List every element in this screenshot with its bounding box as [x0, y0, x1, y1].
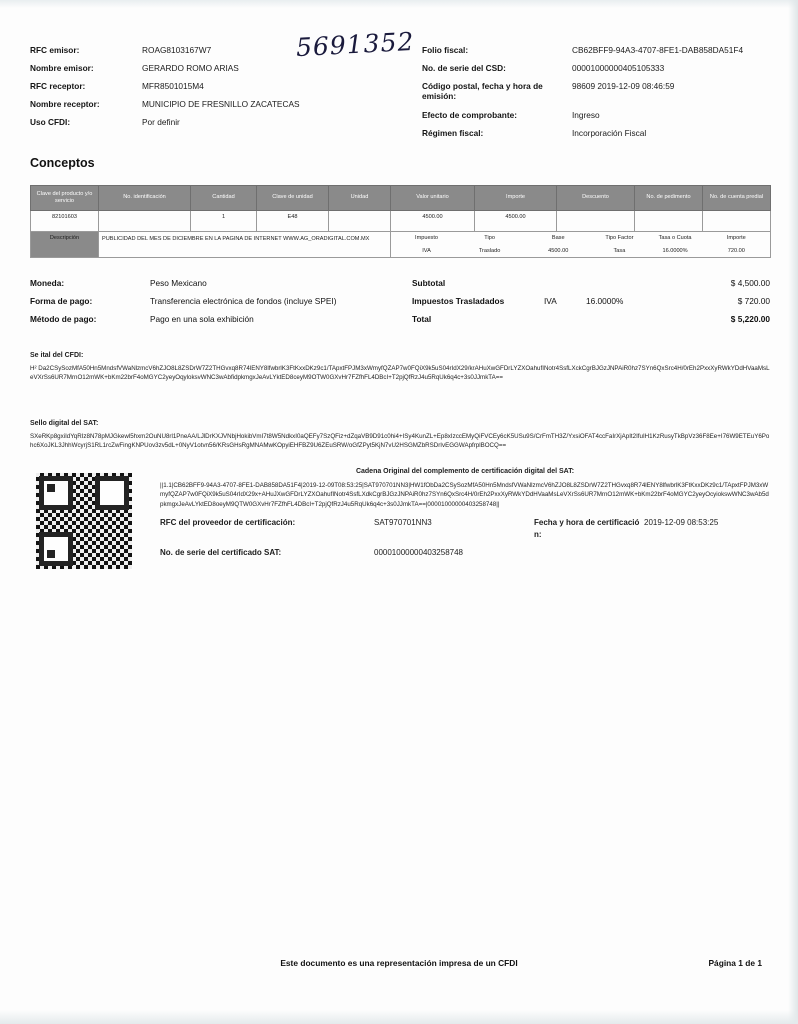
qr-code-icon: [36, 473, 132, 569]
col-unidad: Unidad: [329, 186, 391, 211]
col-no-cuenta-predial: No. de cuenta predial: [703, 186, 771, 211]
totals-row: [412, 296, 770, 306]
metodo-pago-value: Pago en una sola exhibición: [150, 314, 254, 324]
certification-row: [160, 547, 770, 559]
moneda-label: Moneda:: [30, 278, 65, 288]
col-no-identificacion: No. identificación: [99, 186, 191, 211]
forma-pago-value: Transferencia electrónica de fondos (incluye SPEI): [150, 296, 337, 306]
moneda-value: Peso Mexicano: [150, 278, 207, 288]
serie-certificado-sat-value: 00001000000403258748: [374, 548, 463, 558]
sello-sat-block: [30, 419, 770, 450]
cadena-original-block: [160, 467, 770, 566]
cell-no-identificacion: [99, 210, 191, 231]
nombre-receptor-value: MUNICIPIO DE FRESNILLO ZACATECAS: [142, 99, 300, 110]
uso-cfdi-value: Por definir: [142, 117, 180, 128]
impuestos-trasladados-label: Impuestos Trasladados: [412, 296, 505, 306]
impuestos-trasladados-tax: IVA: [544, 296, 557, 306]
col-clave-unidad: Clave de unidad: [257, 186, 329, 211]
scan-artifact-bottom: [0, 1010, 798, 1024]
impuestos-trasladados-amount: $ 720.00: [737, 296, 770, 306]
header-row: [422, 82, 770, 102]
cell-clave-producto: 82101603: [31, 210, 99, 231]
imp-col-importe: Importe: [726, 234, 746, 241]
issuer-receiver-block: [30, 46, 390, 136]
cadena-original-title: Cadena Original del complemento de certificación digital del SAT:: [355, 468, 575, 475]
total-label: Total: [412, 314, 432, 324]
descripcion-label: Descripción: [31, 231, 99, 257]
header-row: [30, 46, 390, 56]
serie-csd-label: No. de serie del CSD:: [422, 63, 506, 74]
footer-note: Este documento es una representación impresa de un CFDI: [280, 958, 518, 968]
codigo-postal-fecha-value: 98609 2019-12-09 08:46:59: [572, 81, 675, 92]
cell-no-cuenta-predial: [703, 210, 771, 231]
impuestos-table: [395, 234, 766, 255]
conceptos-header-row: [31, 186, 771, 211]
nombre-emisor-value: GERARDO ROMO ARIAS: [142, 63, 239, 74]
header-row: [30, 82, 390, 92]
qr-inner-top-left: [47, 484, 55, 492]
footer-page-number: Página 1 de 1: [708, 958, 762, 968]
cadena-original-text: ||1.1|CB62BFF9-94A3-4707-8FE1-DAB858DA51F4|2019-12-09T08:53:25|SAT970701NN3|HW1fObDa2CSySozMfA50Hn5MndsfVWaNlzmcV6hZJO8L8ZSDrW7Z2THGvxq8R74lENY8lfwbrlK3FtKxxDKz9c1/TApxtFPJM3xWmyfQZAP7w0FQiX9k5uS04rIdX29x+AHuJXwGFDrLYZXOahufINotr4SsfLXdkCgrBJGzJNPAiR0hz7SYn6QxSrc4H/0rEh2PxxXyRWkYDdHVaaMsLeVXrSs6UR7MrnO12mWK+bKm22brF4oMGYC2yeyOcyiokswWNC3wAb5dpkmgxJeAvLYktED8oeyM9QTW0GXvHr7FZfhFL4DBcI+T2pjQfRzJ4u5RqUk6q4c+3s0JJmkTA==|00001000000403258748||: [160, 481, 769, 509]
col-cantidad: Cantidad: [191, 186, 257, 211]
imp-val-tasa-cuota: 16.0000%: [662, 247, 688, 254]
scan-artifact-top: [0, 0, 798, 8]
fiscal-block: [422, 46, 770, 147]
header-row: [30, 64, 390, 74]
folio-fiscal-value: CB62BFF9-94A3-4707-8FE1-DAB858DA51F4: [572, 45, 744, 55]
imp-val-tipo-factor: Tasa: [613, 247, 626, 254]
impuestos-cell: [391, 231, 771, 257]
sello-cfdi-title: Se ital del CFDI:: [30, 352, 84, 359]
codigo-postal-fecha-label: Código postal, fecha y hora de emisión:: [422, 81, 543, 101]
conceptos-heading: Conceptos: [30, 156, 95, 170]
payment-row: [30, 296, 410, 306]
impuestos-data-row: [395, 247, 766, 255]
imp-col-tipo-factor: Tipo Factor: [605, 234, 634, 241]
header-row: [422, 129, 770, 139]
totals-row: [412, 314, 770, 324]
rfc-receptor-label: RFC receptor:: [30, 81, 86, 92]
col-descuento: Descuento: [557, 186, 635, 211]
qr-inner-top-right: [113, 484, 121, 492]
payment-info: [30, 278, 410, 332]
header-row: [422, 111, 770, 121]
subtotal-amount: $ 4,500.00: [730, 278, 770, 288]
imp-val-importe: 720.00: [727, 247, 745, 254]
sello-sat-text: SXeRKp8gxiIdYqRIz8N78pMJGkewl5hxm2OuNU8rl1PneAA/LJlDrKXJVNbjHokibVmI7t8W5NdkxI0aQEFy7SzQFiz+dZqaVB9D91c0hi4+ISy4KunZL+Ep8xIzccEMyQiFVCEy6cK5USu9S/CrFmTH3Z/YxsiOFAT4ccFaIrXjApIt2IfuIH1KzRusyTkBpVz36F8Ee+I76W9ETEuY6Pohc6XoJKL3JhhWcyrjS1RL1rcZwFingKNPUov3zv5dL+0NyV1otvn56/KRsGHsRgMNAMwKOpyiEHFBZ9U6ZEuSRW/oGfZPyt5KjN7vU2HSGMZbRSDrIvEGGWApfrplBOCQ==: [30, 432, 770, 449]
totals-summary: [412, 278, 770, 332]
cell-cantidad: 1: [191, 210, 257, 231]
qr-corner-bottom-left: [39, 532, 73, 566]
payment-row: [30, 278, 410, 288]
regimen-fiscal-value: Incorporación Fiscal: [572, 127, 647, 138]
fecha-certificacion-label: Fecha y hora de certificación:: [534, 517, 640, 540]
imp-col-tipo: Tipo: [484, 234, 495, 241]
serie-csd-value: 00001000000405105333: [572, 63, 665, 74]
metodo-pago-label: Método de pago:: [30, 314, 97, 324]
cell-descuento: [557, 210, 635, 231]
descripcion-row: [31, 231, 771, 257]
sello-cfdi-block: [30, 351, 770, 382]
rfc-emisor-value: ROAG8103167W7: [142, 45, 212, 55]
cell-valor-unitario: 4500.00: [391, 210, 475, 231]
serie-certificado-sat-label: No. de serie del certificado SAT:: [160, 548, 282, 558]
certification-details: [160, 517, 770, 560]
certification-row: [160, 517, 770, 542]
rfc-emisor-label: RFC emisor:: [30, 45, 80, 55]
header-row: [30, 100, 390, 110]
impuestos-trasladados-rate: 16.0000%: [586, 296, 624, 306]
imp-val-impuesto: IVA: [422, 247, 431, 254]
header-row: [30, 118, 390, 128]
fecha-certificacion-value: 2019-12-09 08:53:25: [644, 517, 719, 527]
forma-pago-label: Forma de pago:: [30, 296, 93, 306]
col-no-pedimento: No. de pedimento: [635, 186, 703, 211]
cell-unidad: [329, 210, 391, 231]
sello-cfdi-text: H² Da2CSySozMfA50Hn5MndsfVWaNlzmcV6hZJO8L8ZSDrW7Z2THGvxq8R74lENY8lfwbrlK3FtKxxDKz9c1/TApxtFPJM3xWmyfQZAP7w0FQiX9k5uS04rIdX29/krAHuXwGFDrLYZXOahufINotr4SsfLXckCgrBJGzJNPAiR0hz7SYn6QxSrc4H/0rEh2PxxXyRWkYDdHVaaMsLeVXrSs6UR7MrnO12mWK+bKm22brF4oMGYC2yeyOqyloksvWNC3wAbfidpkmgxJeAvLYktED8ceyM9OTW0GXvHr7FZfhFL4DBcI+T2pjQfRzJ4u5RqUk6q4c+3s0JJmkTA==: [30, 364, 770, 381]
rfc-receptor-value: MFR8501015M4: [142, 81, 204, 92]
cell-no-pedimento: [635, 210, 703, 231]
nombre-receptor-label: Nombre receptor:: [30, 99, 100, 110]
header-row: [422, 46, 770, 56]
rfc-proveedor-label: RFC del proveedor de certificación:: [160, 517, 296, 527]
efecto-comprobante-label: Efecto de comprobante:: [422, 109, 517, 120]
scan-artifact-right: [788, 0, 798, 1024]
sello-sat-title: Sello digital del SAT:: [30, 420, 99, 427]
total-amount: $ 5,220.00: [730, 314, 770, 324]
subtotal-label: Subtotal: [412, 278, 446, 288]
imp-col-base: Base: [551, 234, 565, 241]
regimen-fiscal-label: Régimen fiscal:: [422, 127, 484, 138]
handwritten-annotation: 5691352: [295, 26, 416, 63]
totals-row: [412, 278, 770, 288]
conceptos-table: [30, 185, 771, 258]
cell-clave-unidad: E48: [257, 210, 329, 231]
imp-val-base: 4500.00: [548, 247, 569, 254]
qr-inner-bottom-left: [47, 550, 55, 558]
header-row: [422, 64, 770, 74]
folio-fiscal-label: Folio fiscal:: [422, 45, 469, 55]
col-importe: Importe: [475, 186, 557, 211]
cell-importe: 4500.00: [475, 210, 557, 231]
imp-val-tipo: Traslado: [478, 247, 501, 254]
col-clave-producto: Clave del producto y/o servicio: [31, 186, 99, 211]
payment-row: [30, 314, 410, 324]
col-valor-unitario: Valor unitario: [391, 186, 475, 211]
imp-col-tasa-cuota: Tasa o Cuota: [658, 234, 692, 241]
nombre-emisor-label: Nombre emisor:: [30, 63, 94, 74]
rfc-proveedor-value: SAT970701NN3: [374, 517, 432, 527]
impuestos-header-row: [395, 234, 766, 247]
imp-col-impuesto: Impuesto: [415, 234, 439, 241]
uso-cfdi-label: Uso CFDI:: [30, 117, 71, 128]
descripcion-text: PUBLICIDAD DEL MES DE DICIEMBRE EN LA PAGINA DE INTERNET WWW.AG_ORADIGITAL.COM.MX: [99, 231, 391, 257]
efecto-comprobante-value: Ingreso: [572, 109, 600, 120]
table-row: [31, 210, 771, 231]
